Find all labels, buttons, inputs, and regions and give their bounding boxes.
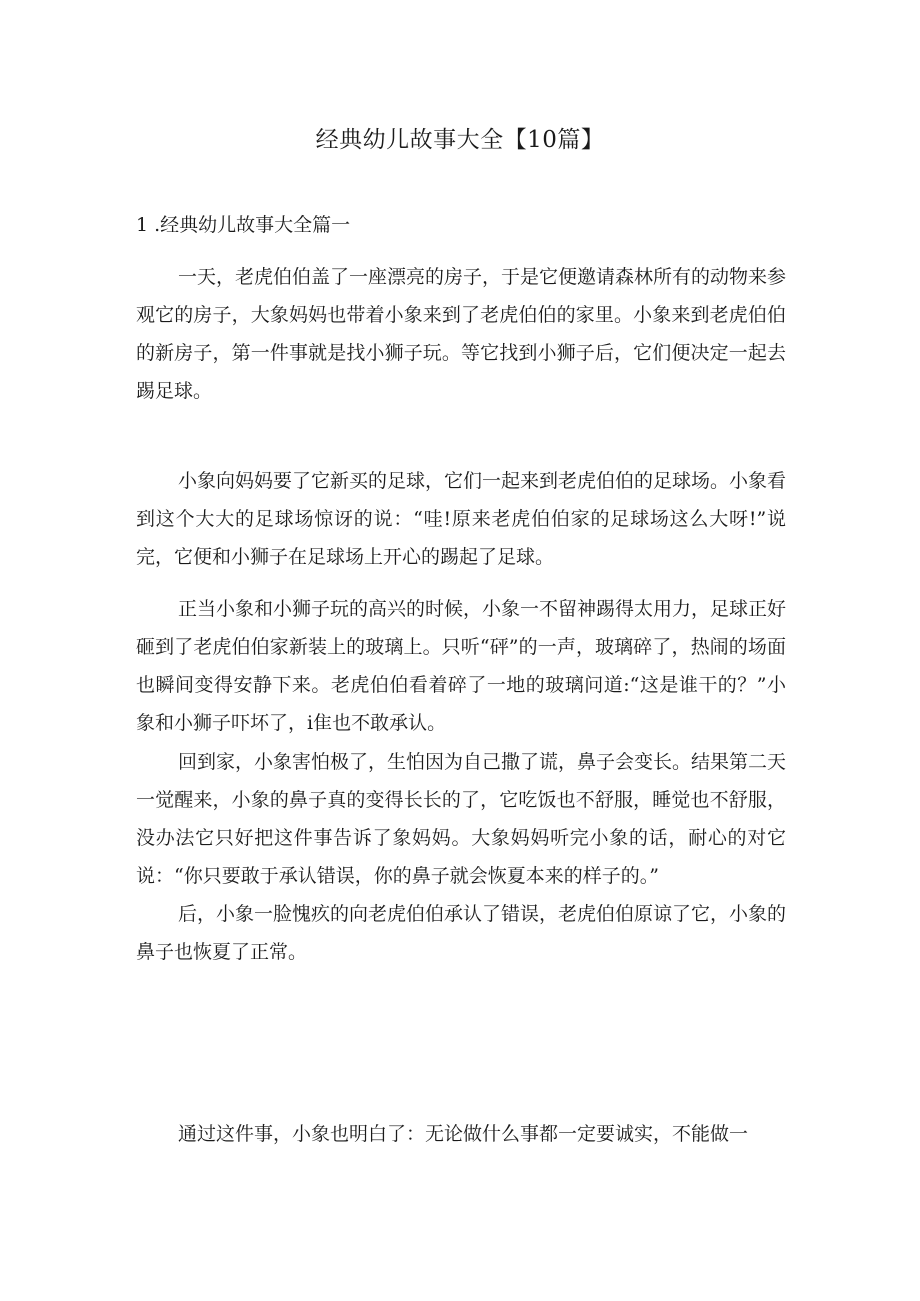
document-title: 经典幼儿故事大全【10篇】 (315, 127, 605, 153)
story-paragraph: 一天，老虎伯伯盖了一座漂亮的房子，于是它便邀请森林所有的动物来参观它的房子，大象妈妈也带着小象来到了老虎伯伯的家里。小象来到老虎伯伯的新房子，第一件事就是找小狮子玩。等它找到小狮子后，它们便决定一起去踢足球。 (136, 266, 787, 402)
story-paragraph: 回到家，小象害怕极了，生怕因为自己撒了谎，鼻子会变长。结果第二天一觉醒来，小象的鼻子真的变得长长的了，它吃饭也不舒服，睡觉也不舒服，没办法它只好把这件事告诉了象妈妈。大象妈妈听完小象的话，耐心的对它说：“你只要敢于承认错误，你的鼻子就会恢夏本来的样子的。” (136, 751, 787, 887)
story-paragraph: 后，小象一脸愧疚的向老虎伯伯承认了错误，老虎伯伯原谅了它，小象的鼻子也恢夏了正常。 (136, 903, 787, 963)
story-paragraph: 正当小象和小狮子玩的高兴的时候，小象一不留神踢得太用力，足球正好砸到了老虎伯伯家新装上的玻璃上。只听“砰”的一声，玻璃碎了，热闹的场面也瞬间变得安静下来。老虎伯伯看着碎了一地的玻璃问道:“这是谁干的？”小象和小狮子吓坏了，i隹也不敢承认。 (136, 598, 787, 734)
section-heading: 1 .经典幼儿故事大全篇一 (136, 214, 351, 236)
story-paragraph: 通过这件事，小象也明白了：无论做什么事都一定要诚实，不能做一 (178, 1123, 749, 1145)
story-paragraph: 小象向妈妈要了它新买的足球，它们一起来到老虎伯伯的足球场。小象看到这个大大的足球场惊讶的说：“哇!原来老虎伯伯家的足球场这么大呀!”说完，它便和小狮子在足球场上开心的踢起了足球。 (136, 470, 787, 568)
